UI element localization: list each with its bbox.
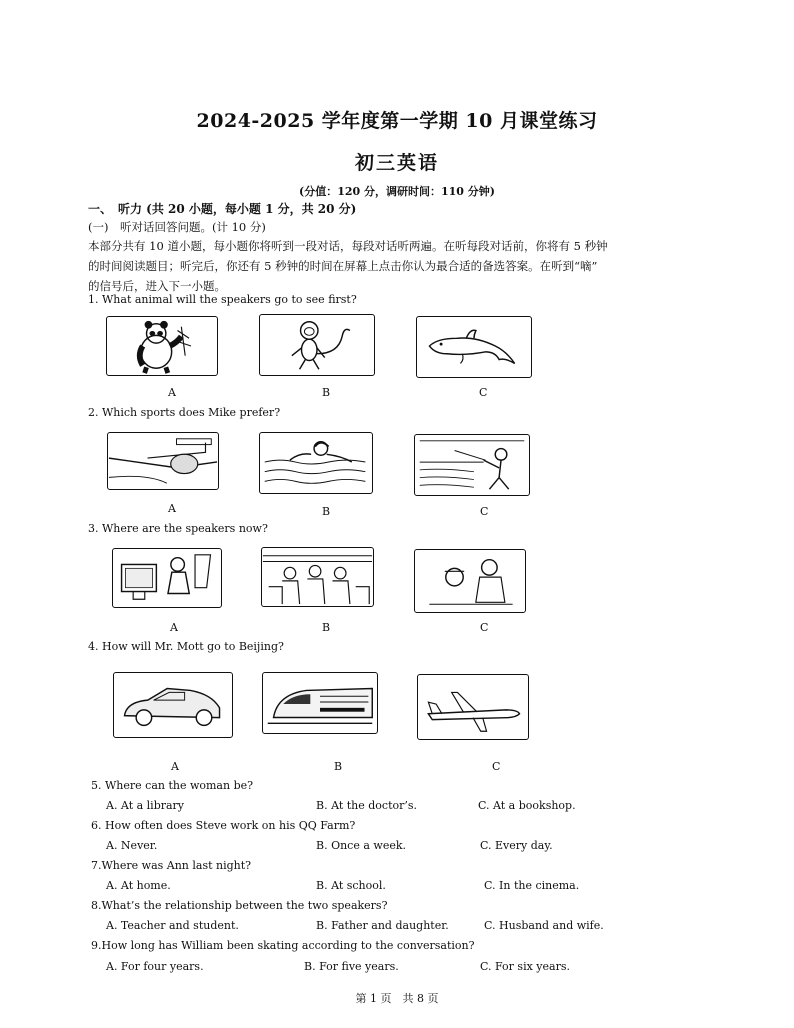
option-label: C <box>480 505 489 518</box>
section-heading: 一、 听力 (共 20 小题，每小题 1 分，共 20 分) <box>88 202 357 216</box>
option-label: B <box>322 505 331 518</box>
bus-passengers-image[interactable] <box>261 547 374 607</box>
instructions-line: 本部分共有 10 道小题，每小题你将听到一段对话，每段对话听两遍。在听每段对话前，你将有 5 秒钟 <box>88 239 608 253</box>
option-label: B <box>322 386 331 399</box>
option-c[interactable]: C. In the cinema. <box>484 879 580 892</box>
option-label: C <box>492 760 501 773</box>
instructions-line: 的时间阅读题目；听完后，你还有 5 秒钟的时间在屏幕上点击你认为最合适的备选答案。在听到“嘀” <box>88 259 598 273</box>
fishing-image[interactable] <box>414 434 530 496</box>
table-tennis-image[interactable] <box>107 432 219 490</box>
instructions-line: 的信号后，进入下一小题。 <box>88 279 226 293</box>
option-b[interactable]: B. Once a week. <box>316 839 406 852</box>
option-a[interactable]: A. Never. <box>106 839 158 852</box>
monkey-image[interactable] <box>259 314 375 376</box>
part-heading: (一) 听对话回答问题。(计 10 分) <box>88 220 266 234</box>
option-a[interactable]: A. For four years. <box>106 960 204 973</box>
option-a[interactable]: A. At a library <box>106 799 185 812</box>
question-6: 6. How often does Steve work on his QQ Farm? <box>91 819 356 832</box>
option-label: C <box>480 621 489 634</box>
exam-title: 2024-2025 学年度第一学期 10 月课堂练习 <box>196 110 598 132</box>
question-5: 5. Where can the woman be? <box>91 779 254 792</box>
panda-image[interactable] <box>106 316 218 376</box>
score-info: (分值：120 分，调研时间：110 分钟) <box>299 185 495 198</box>
option-label: A <box>170 621 178 634</box>
question-3: 3. Where are the speakers now? <box>88 522 268 535</box>
option-c[interactable]: C. At a bookshop. <box>478 799 576 812</box>
option-label: A <box>168 386 176 399</box>
subject-title: 初三英语 <box>354 152 439 174</box>
option-c[interactable]: C. Every day. <box>480 839 553 852</box>
option-c[interactable]: C. For six years. <box>480 960 570 973</box>
swimming-image[interactable] <box>259 432 373 494</box>
dolphin-image[interactable] <box>416 316 532 378</box>
train-image[interactable] <box>262 672 378 734</box>
office-computer-image[interactable] <box>112 548 222 608</box>
question-4: 4. How will Mr. Mott go to Beijing? <box>88 640 284 653</box>
question-8: 8.What’s the relationship between the two speakers? <box>91 899 388 912</box>
question-9: 9.How long has William been skating according to the conversation? <box>91 939 475 952</box>
option-c[interactable]: C. Husband and wife. <box>484 919 604 932</box>
plane-image[interactable] <box>417 674 529 740</box>
question-7: 7.Where was Ann last night? <box>91 859 252 872</box>
option-label: A <box>168 502 176 515</box>
car-image[interactable] <box>113 672 233 738</box>
question-1: 1. What animal will the speakers go to see first? <box>88 293 357 306</box>
option-a[interactable]: A. At home. <box>106 879 171 892</box>
option-b[interactable]: B. Father and daughter. <box>316 919 449 932</box>
option-label: C <box>479 386 488 399</box>
option-b[interactable]: B. For five years. <box>304 960 399 973</box>
option-label: B <box>322 621 331 634</box>
question-2: 2. Which sports does Mike prefer? <box>88 406 281 419</box>
page-number: 第 1 页 共 8 页 <box>355 992 439 1005</box>
option-b[interactable]: B. At the doctor’s. <box>316 799 418 812</box>
option-label: A <box>171 760 179 773</box>
option-label: B <box>334 760 343 773</box>
car-driving-image[interactable] <box>414 549 526 613</box>
option-b[interactable]: B. At school. <box>316 879 386 892</box>
instructions <box>88 236 678 296</box>
option-a[interactable]: A. Teacher and student. <box>106 919 239 932</box>
